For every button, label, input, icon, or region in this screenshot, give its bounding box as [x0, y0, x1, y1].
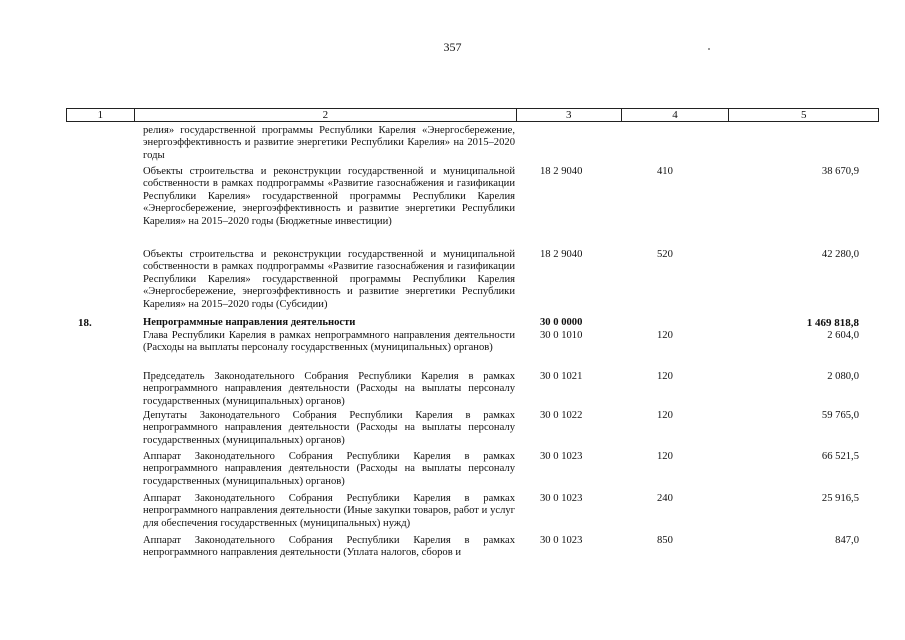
row-amount: 847,0 [835, 535, 859, 546]
section-amount: 1 469 818,8 [806, 317, 859, 329]
row-description: Объекты строительства и реконструкции государственной и муниципальной собственности в рамках подпрограммы «Развитие газоснабжения и газификации Республики Карелия» государственной программы Республики Карелия «Энергосбережение, энергоэффективность и развитие энергетики Республики Карелия» на 2015–2020 годы (Субсидии) [143, 249, 515, 310]
row-amount: 38 670,9 [821, 166, 859, 177]
row-amount: 25 916,5 [821, 493, 859, 504]
header-col-2: 2 [135, 109, 517, 121]
header-col-3: 3 [517, 109, 622, 121]
row-code: 30 0 1023 [540, 535, 583, 546]
row-expense-type: 120 [657, 410, 673, 421]
row-amount: 2 080,0 [827, 371, 859, 382]
row-expense-type: 120 [657, 451, 673, 462]
row-expense-type: 120 [657, 371, 673, 382]
row-expense-type: 240 [657, 493, 673, 504]
row-expense-type: 410 [657, 166, 673, 177]
row-amount: 2 604,0 [827, 330, 859, 341]
row-description: Объекты строительства и реконструкции государственной и муниципальной собственности в рамках подпрограммы «Развитие газоснабжения и газификации Республики Карелия» государственной программы Республики Карелия «Энергосбережение, энергоэффективность и развитие энергетики Республики Карелия» на 2015–2020 годы (Бюджетные инвестиции) [143, 166, 515, 227]
row-expense-type: 850 [657, 535, 673, 546]
scan-speck [708, 48, 710, 50]
section-number: 18. [78, 317, 92, 329]
row-description: Аппарат Законодательного Собрания Республики Карелия в рамках непрограммного направления деятельности (Расходы на выплаты персоналу государственных (муниципальных) органов) [143, 451, 515, 487]
table-header [66, 108, 879, 122]
header-col-1: 1 [67, 109, 135, 121]
row-code: 30 0 1021 [540, 371, 583, 382]
row-description: Аппарат Законодательного Собрания Республики Карелия в рамках непрограммного направления деятельности (Уплата налогов, сборов и [143, 535, 515, 559]
row-code: 18 2 9040 [540, 166, 583, 177]
header-col-5: 5 [800, 109, 807, 121]
row-expense-type: 120 [657, 330, 673, 341]
row-code: 30 0 1010 [540, 330, 583, 341]
row-code: 30 0 1022 [540, 410, 583, 421]
row-code: 30 0 1023 [540, 493, 583, 504]
row-amount: 59 765,0 [821, 410, 859, 421]
row-description: Глава Республики Карелия в рамках непрограммного направления деятельности (Расходы на выплаты персоналу государственных (муниципальных) органов) [143, 330, 515, 354]
row-description: Аппарат Законодательного Собрания Республики Карелия в рамках непрограммного направления деятельности (Иные закупки товаров, работ и услуг для обеспечения государственных (муниципальных) нужд) [143, 493, 515, 529]
row-description: Председатель Законодательного Собрания Республики Карелия в рамках непрограммного направления деятельности (Расходы на выплаты персоналу государственных (муниципальных) органов) [143, 371, 515, 407]
section-title: Непрограммные направления деятельности [143, 317, 356, 328]
row-description: Депутаты Законодательного Собрания Республики Карелия в рамках непрограммного направления деятельности (Расходы на выплаты персоналу государственных (муниципальных) органов) [143, 410, 515, 446]
row-code: 18 2 9040 [540, 249, 583, 260]
row-description: релия» государственной программы Республики Карелия «Энергосбережение, энергоэффективность и развитие энергетики Республики Карелия» на 2015–2020 годы [143, 125, 515, 161]
section-code: 30 0 0000 [540, 317, 583, 328]
row-expense-type: 520 [657, 249, 673, 260]
header-col-4: 4 [622, 109, 730, 121]
row-amount: 66 521,5 [821, 451, 859, 462]
page-number: 357 [443, 40, 462, 54]
row-amount: 42 280,0 [821, 249, 859, 260]
row-code: 30 0 1023 [540, 451, 583, 462]
